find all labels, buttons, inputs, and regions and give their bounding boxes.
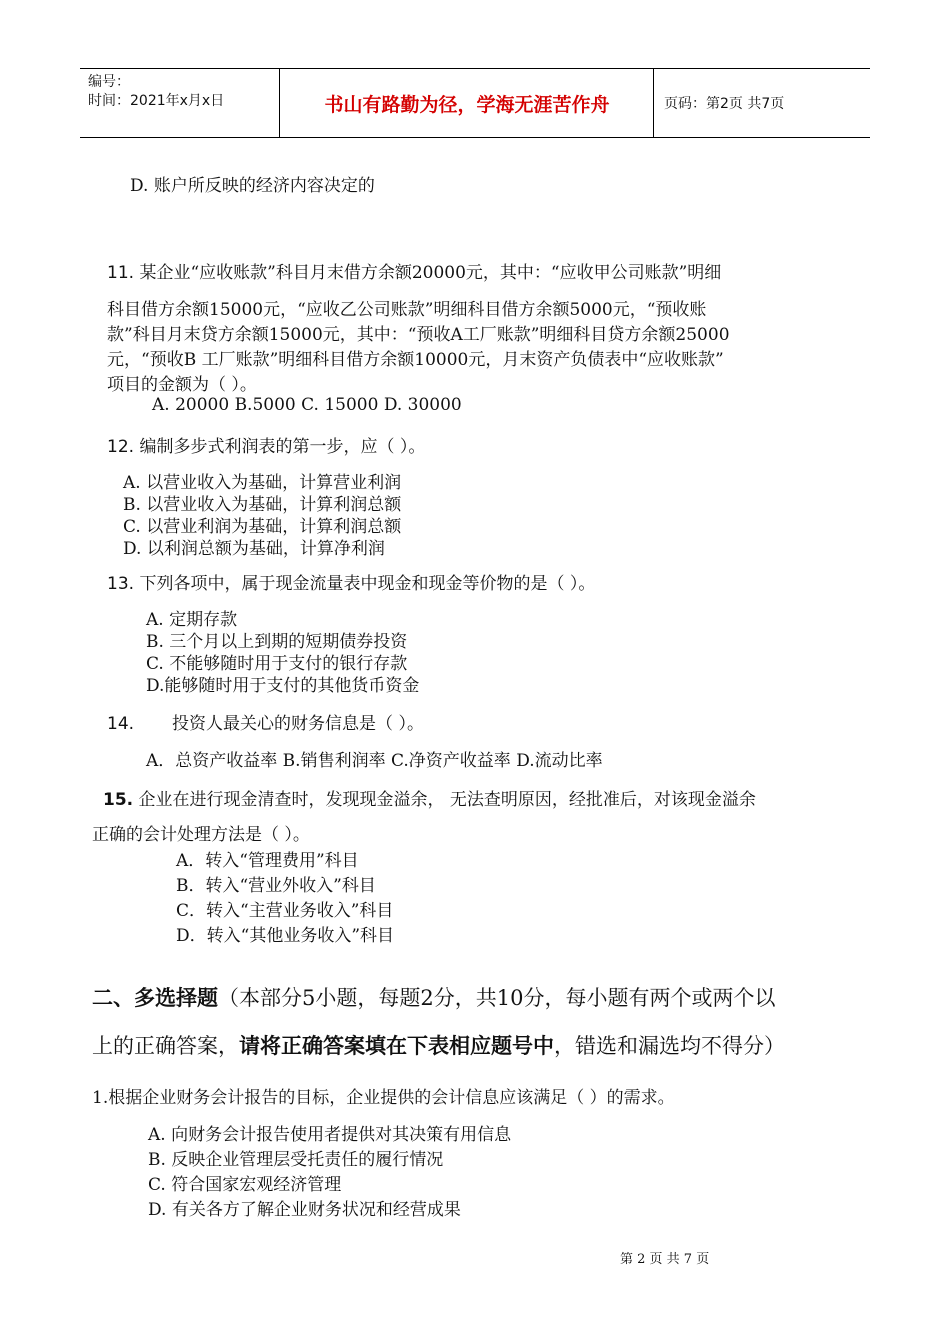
q12-option-d: D. 以利润总额为基础，计算净利润	[123, 539, 385, 559]
header-meta	[80, 69, 280, 137]
q11-number: 11.	[107, 263, 135, 283]
q15-number: 15.	[103, 790, 134, 810]
q11-options: A. 20000 B.5000 C. 15000 D. 30000	[152, 395, 462, 415]
header-motto: 书山有路勤为径，学海无涯苦作舟	[281, 69, 654, 137]
q15-line-1: 15. 企业在进行现金清查时，发现现金溢余， 无法查明原因，经批准后，对该现金溢余	[103, 790, 756, 810]
header-page-code: 页码：第2页 共7页	[664, 96, 785, 112]
time-label: 时间：2021年x月x日	[88, 93, 225, 109]
page-header	[80, 68, 870, 138]
q12-option-b: B. 以营业收入为基础，计算利润总额	[123, 495, 402, 515]
q12-number: 12.	[107, 437, 135, 457]
q14-number: 14.	[107, 714, 135, 734]
m1-option-d: D. 有关各方了解企业财务状况和经营成果	[148, 1200, 461, 1220]
q13-option-b: B. 三个月以上到期的短期债券投资	[146, 632, 408, 652]
q11-line-1: 11. 某企业“应收账款”科目月末借方余额20000元，其中：“应收甲公司账款”明细	[107, 263, 722, 283]
q15-option-d: D．转入“其他业务收入”科目	[176, 926, 395, 946]
q11-line-3: 款”科目月末贷方余额15000元，其中：“预收A工厂账款”明细科目贷方余额25000	[107, 325, 730, 345]
q11-line-5: 项目的金额为（ ）。	[107, 375, 257, 395]
q13-option-d: D.能够随时用于支付的其他货币资金	[146, 676, 420, 696]
section2-title: 二、多选择题	[92, 986, 218, 1010]
q13-option-a: A. 定期存款	[146, 610, 238, 630]
section2-instructions: 上的正确答案，请将正确答案填在下表相应题号中，错选和漏选均不得分）	[92, 1034, 785, 1058]
prev-option-d: D. 账户所反映的经济内容决定的	[130, 176, 375, 196]
q14-stem: 14. 投资人最关心的财务信息是（ ）。	[107, 714, 424, 734]
q13-option-c: C. 不能够随时用于支付的银行存款	[146, 654, 408, 674]
m1-option-b: B. 反映企业管理层受托责任的履行情况	[148, 1150, 444, 1170]
q13-number: 13.	[107, 574, 135, 594]
q15-option-a: A．转入“管理费用”科目	[176, 851, 359, 871]
m1-option-c: C. 符合国家宏观经济管理	[148, 1175, 342, 1195]
section2-note: （本部分5小题，每题2分，共10分，每小题有两个或两个以	[218, 986, 776, 1010]
q13-stem: 13. 下列各项中，属于现金流量表中现金和现金等价物的是（ ）。	[107, 574, 596, 594]
footer-page-number: 第 2 页 共 7 页	[620, 1252, 710, 1267]
q15-option-c: C．转入“主营业务收入”科目	[176, 901, 394, 921]
q12-option-c: C. 以营业利润为基础，计算利润总额	[123, 517, 402, 537]
q11-line-4: 元，“预收B 工厂账款”明细科目借方余额10000元，月末资产负债表中“应收账款”	[107, 350, 724, 370]
m1-option-a: A. 向财务会计报告使用者提供对其决策有用信息	[148, 1125, 512, 1145]
number-label: 编号：	[88, 74, 130, 90]
m1-stem: 1.根据企业财务会计报告的目标，企业提供的会计信息应该满足（ ）的需求。	[92, 1088, 675, 1108]
q14-options: A．总资产收益率 B.销售利润率 C.净资产收益率 D.流动比率	[146, 751, 603, 771]
q12-stem: 12. 编制多步式利润表的第一步，应（ ）。	[107, 437, 426, 457]
section2-heading	[92, 982, 775, 1012]
q15-line-2: 正确的会计处理方法是（ ）。	[92, 825, 310, 845]
q11-line-2: 科目借方余额15000元，“应收乙公司账款”明细科目借方余额5000元，“预收账	[107, 300, 707, 320]
q12-option-a: A. 以营业收入为基础，计算营业利润	[123, 473, 402, 493]
q15-option-b: B．转入“营业外收入”科目	[176, 876, 376, 896]
